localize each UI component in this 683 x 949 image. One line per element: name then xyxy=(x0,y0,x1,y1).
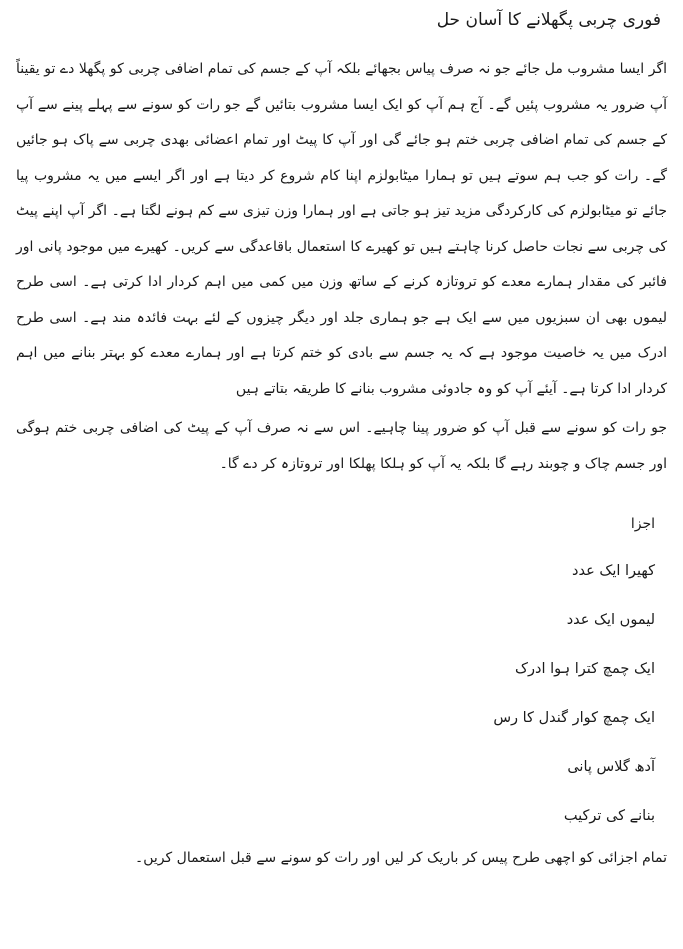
ingredients-list xyxy=(16,559,667,779)
article-paragraph-1: اگر ایسا مشروب مل جائے جو نہ صرف پیاس بجھائے بلکہ آپ کے جسم کی تمام اضافی چربی کو پگھلا دے تو یقیناً آپ ضرور یہ مشروب پئیں گے۔ آج ہم آپ کو ایک ایسا مشروب بتائیں گے جو رات کو سونے سے پہلے پینے سے آپ کے جسم کی تمام اضافی چربی ختم ہو جائے گی اور آپ کا پیٹ اور تمام اعضائی بھدی چربی سے پاک ہو جائیں گے۔ رات کو جب ہم سوتے ہیں تو ہمارا میٹابولزم اپنا کام شروع کر دیتا ہے اور اگر ایسے میں یہ مشروب پیا جائے تو میٹابولزم کی کارکردگی مزید تیز ہو جاتی ہے اور ہمارا وزن تیزی سے کم ہونے لگتا ہے۔ اگر آپ اپنے پیٹ کی چربی سے نجات حاصل کرنا چاہتے ہیں تو کھیرے کا استعمال باقاعدگی سے کریں۔ کھیرے میں موجود پانی اور فائبر کی مقدار ہمارے معدے کو تروتازہ کرنے کے ساتھ وزن میں کمی میں اہم کردار ادا کرتی ہے۔ اسی طرح لیموں بھی ان سبزیوں میں سے ایک ہے جو ہماری جلد اور دیگر چیزوں کے لئے بہت فائدہ مند ہے۔ اسی طرح ادرک میں یہ خاصیت موجود ہے کہ یہ جسم سے بادی کو ختم کرتا ہے اور ہمارے معدے کو بہتر بنانے میں اہم کردار ادا کرتا ہے۔ آیئے آپ کو وہ جادوئی مشروب بنانے کا طریقہ بتاتے ہیں xyxy=(16,61,667,397)
method-text: تمام اجزائی کو اچھی طرح پیس کر باریک کر لیں اور رات کو سونے سے قبل استعمال کریں۔ xyxy=(135,850,667,866)
article-paragraph-2: جو رات کو سونے سے قبل آپ کو ضرور پینا چاہیے۔ اس سے نہ صرف آپ کے پیٹ کی اضافی چربی ختم ہوگی اور جسم چاک و چوبند رہے گا بلکہ یہ آپ کو ہلکا پھلکا اور تروتازہ کر دے گا۔ xyxy=(16,420,667,472)
ingredients-heading: اجزا xyxy=(630,516,655,532)
ingredient-item: ایک چمچ کترا ہوا ادرک xyxy=(515,661,655,677)
ingredient-item: آدھ گلاس پانی xyxy=(567,759,655,775)
ingredient-item: لیموں ایک عدد xyxy=(566,612,655,628)
ingredient-item: کھیرا ایک عدد xyxy=(572,563,655,579)
ingredient-item: ایک چمچ کوار گندل کا رس xyxy=(493,710,655,726)
article-title: فوری چربی پگھلانے کا آسان حل xyxy=(436,10,661,30)
method-heading: بنانے کی ترکیب xyxy=(563,808,655,824)
